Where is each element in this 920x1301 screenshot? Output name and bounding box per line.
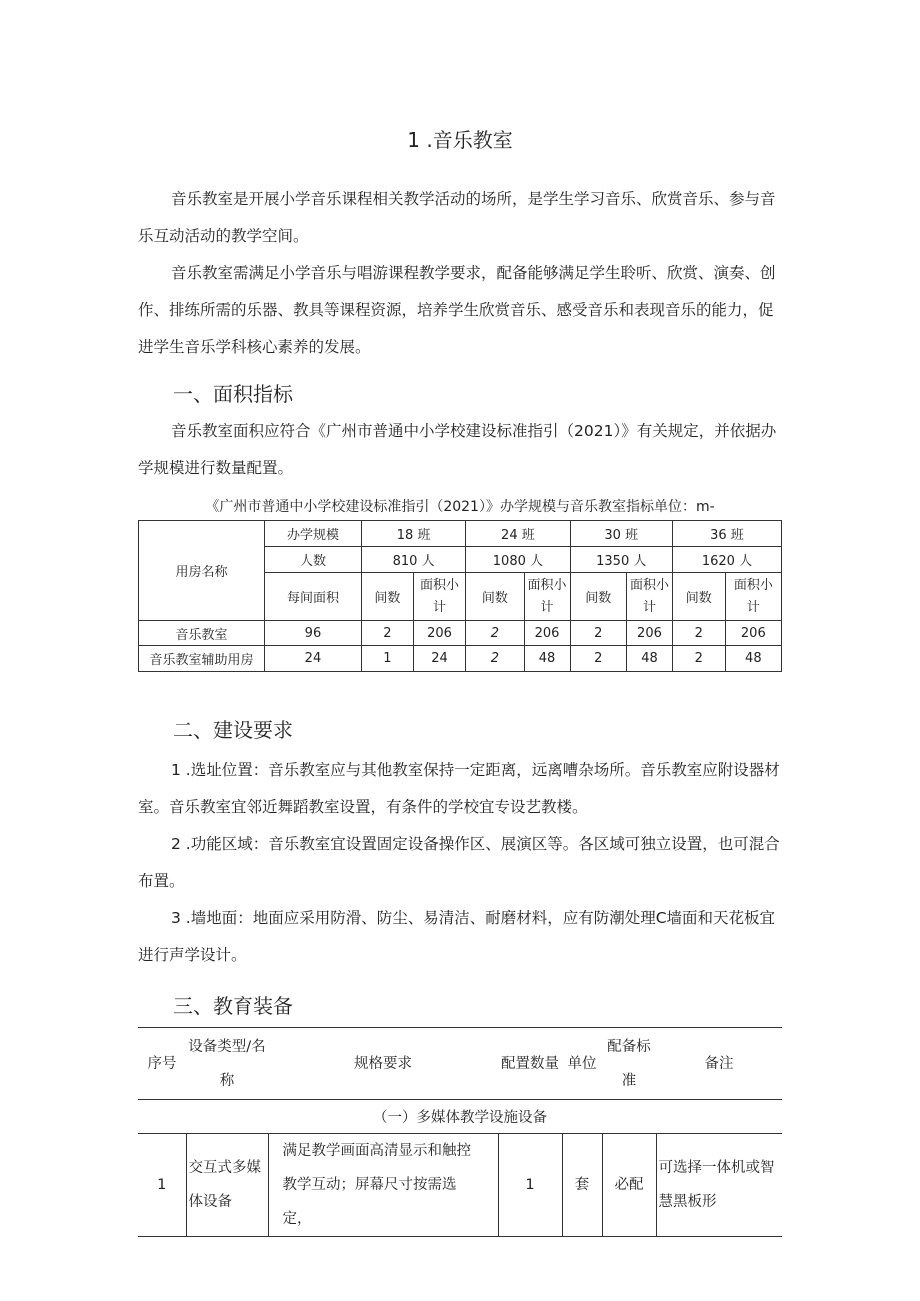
- subtotal-header: 面积小计: [725, 573, 781, 621]
- cell: 套: [562, 1134, 602, 1237]
- people-30: 1350 人: [570, 547, 672, 573]
- cell: 24: [264, 646, 361, 672]
- intro-paragraph: 音乐教室是开展小学音乐课程相关教学活动的场所，是学生学习音乐、欣赏音乐、参与音乐互动活动的教学空间。: [138, 190, 776, 245]
- list-item: 2 .功能区域：音乐教室宜设置固定设备操作区、展演区等。各区域可独立设置，也可混合布置。: [138, 835, 780, 890]
- intro-paragraph: 音乐教室需满足小学音乐与唱游课程教学要求，配备能够满足学生聆听、欣赏、演奏、创作、排练所需的乐器、教具等课程资源，培养学生欣赏音乐、感受音乐和表现音乐的能力，促进学生音乐学科核心素养的发展。: [138, 264, 776, 356]
- cell: 206: [413, 621, 466, 646]
- count-header: 间数: [466, 573, 524, 621]
- cell: 2: [570, 621, 626, 646]
- area-table: [138, 520, 782, 672]
- list-item: 1 .选址位置：音乐教室应与其他教室保持一定距离，远离嘈杂场所。音乐教室应附设器材室。音乐教室宜邻近舞蹈教室设置，有条件的学校宜专设艺教楼。: [138, 761, 780, 816]
- scale-header: 办学规模: [264, 521, 361, 547]
- area-text: [138, 413, 784, 487]
- row-name: 音乐教室: [139, 621, 265, 646]
- room-name-header: 用房名称: [139, 521, 265, 621]
- equipment-table: [138, 1027, 782, 1237]
- std-header: 配备标准: [602, 1028, 656, 1100]
- spec-header: 规格要求: [268, 1028, 498, 1100]
- seq-header: 序号: [138, 1028, 186, 1100]
- cell: 可选择一体机或智慧黑板形: [656, 1134, 782, 1237]
- count-header: 间数: [672, 573, 725, 621]
- table-row: [138, 1134, 782, 1237]
- table-row: [139, 646, 782, 672]
- section-heading-equipment: 三、教育装备: [173, 994, 293, 1018]
- people-18: 810 人: [361, 547, 465, 573]
- cell: 206: [627, 621, 673, 646]
- requirements-list: [138, 752, 784, 974]
- subtotal-header: 面积小计: [413, 573, 466, 621]
- subtotal-header: 面积小计: [627, 573, 673, 621]
- cell: 48: [627, 646, 673, 672]
- class-24: 24 班: [466, 521, 570, 547]
- section-heading-area: 一、面积指标: [173, 382, 293, 406]
- type-header: 设备类型/名称: [186, 1028, 268, 1100]
- cell: 1: [498, 1134, 562, 1237]
- cell: 必配: [602, 1134, 656, 1237]
- note-header: 备注: [656, 1028, 782, 1100]
- cell: 48: [524, 646, 570, 672]
- area-paragraph: 音乐教室面积应符合《广州市普通中小学校建设标准指引（2021）》有关规定，并依据办学规模进行数量配置。: [138, 422, 777, 477]
- section-heading-requirements: 二、建设要求: [173, 718, 293, 742]
- intro-section: [138, 181, 784, 366]
- qty-header: 配置数量: [498, 1028, 562, 1100]
- cell: 2: [672, 621, 725, 646]
- class-30: 30 班: [570, 521, 672, 547]
- cell: 2: [361, 621, 413, 646]
- cell: 1: [361, 646, 413, 672]
- cell: 24: [413, 646, 466, 672]
- group-row: （一）多媒体教学设施设备: [138, 1100, 782, 1134]
- page-title: 1 .音乐教室: [407, 128, 513, 152]
- people-header: 人数: [264, 547, 361, 573]
- people-24: 1080 人: [466, 547, 570, 573]
- cell: 2: [466, 621, 524, 646]
- cell: 206: [524, 621, 570, 646]
- cell: 2: [570, 646, 626, 672]
- class-36: 36 班: [672, 521, 781, 547]
- cell: 2: [672, 646, 725, 672]
- cell: 48: [725, 646, 781, 672]
- subtotal-header: 面积小计: [524, 573, 570, 621]
- cell: 206: [725, 621, 781, 646]
- cell: 满足教学画面高清显示和触控教学互动；屏幕尺寸按需选定，: [268, 1134, 498, 1237]
- people-36: 1620 人: [672, 547, 781, 573]
- cell: 96: [264, 621, 361, 646]
- unit-header: 单位: [562, 1028, 602, 1100]
- list-item: 3 .墙地面：地面应采用防滑、防尘、易清洁、耐磨材料，应有防潮处理C墙面和天花板宜进行声学设计。: [138, 909, 776, 964]
- count-header: 间数: [361, 573, 413, 621]
- cell: 2: [466, 646, 524, 672]
- table-row: [139, 621, 782, 646]
- per-room-area-header: 每间面积: [264, 573, 361, 621]
- table-caption: 《广州市普通中小学校建设标准指引（2021）》办学规模与音乐教室指标单位：m-: [205, 499, 715, 515]
- row-name: 音乐教室辅助用房: [139, 646, 265, 672]
- cell: 1: [138, 1134, 186, 1237]
- count-header: 间数: [570, 573, 626, 621]
- class-18: 18 班: [361, 521, 465, 547]
- cell: 交互式多媒体设备: [186, 1134, 268, 1237]
